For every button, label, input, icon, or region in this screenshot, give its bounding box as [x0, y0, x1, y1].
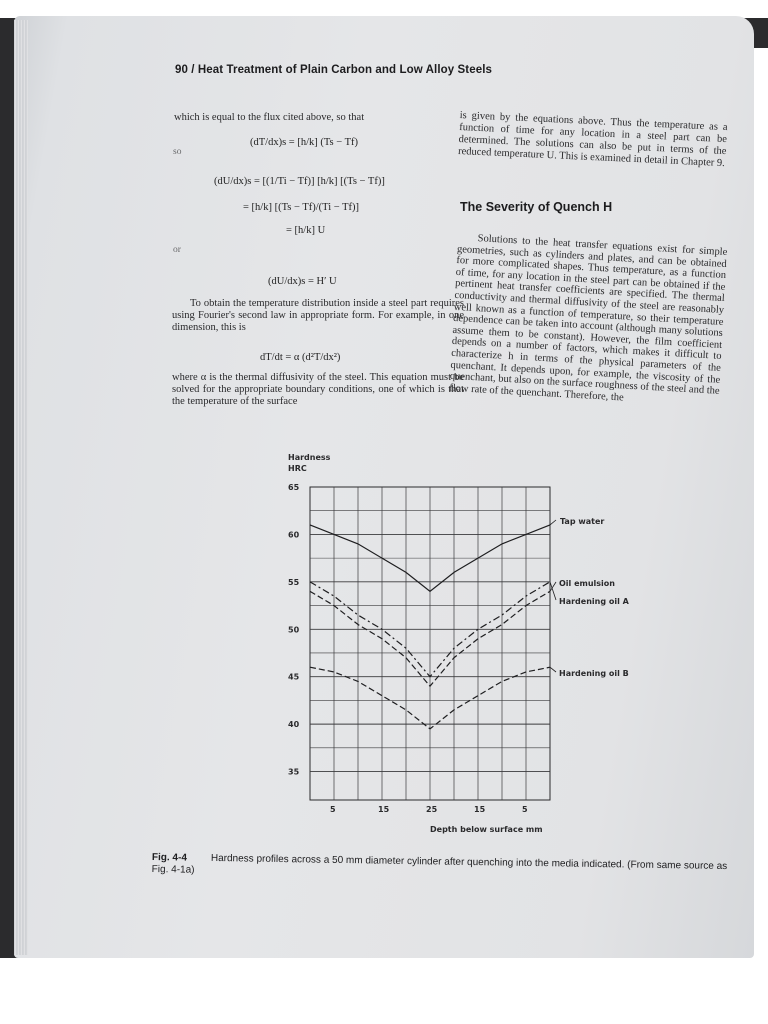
- paragraph-diffusivity: where α is the thermal diffusivity of the steel. This equation must be solved for the appropriate boundary conditions, one of which is that the temperature of the surface: [172, 372, 464, 407]
- x-axis-labels: [330, 805, 528, 814]
- paragraph-severity: Solutions to the heat transfer equations exist for simple geometries, such as cylinders and plates, and can be obtained for more complicated shapes. Thus temperature, as a function of time, for any location in the steel part can be obtained if the pertinent heat transfer coefficients are specified. The thermal conductivity and thermal diffusivity of the steel are reasonably well known as a function of temperature, so their temperature dependence can be taken into account (although many solutions assume them to be constant). However, the film coefficient depends on a number of factors, which makes it difficult to characterize h in terms of the physical parameters of the quenchant. It depends upon, for example, the viscosity of the quenchant, but also on the surface roughness of the steel and the flow rate of the quenchant. Therefore, the: [448, 233, 728, 404]
- legend-leader: [550, 520, 556, 525]
- y-tick-label: 50: [288, 625, 300, 635]
- y-tick-label: 35: [288, 767, 300, 777]
- x-tick-label: 15: [378, 805, 390, 814]
- section-title: The Severity of Quench H: [460, 200, 613, 214]
- y-tick-label: 65: [288, 483, 300, 492]
- figure-label: Fig. 4-4: [151, 852, 188, 864]
- or-label: or: [173, 245, 181, 255]
- legend-hardening-oil-b: Hardening oil B: [559, 669, 629, 678]
- legend-leader: [550, 667, 556, 672]
- equation-5: (dU/dx)s = H′ U: [268, 276, 337, 287]
- paragraph-fourier: To obtain the temperature distribution inside a steel part requires using Fourier's second law in appropriate form. For example, in one dimension, this is: [172, 298, 464, 333]
- y-axis-title-1: Hardness: [288, 453, 331, 462]
- equation-6: dT/dt = α (d²T/dx²): [260, 352, 341, 363]
- y-tick-label: 55: [288, 577, 300, 587]
- x-tick-label: 5: [330, 805, 336, 814]
- paragraph-temperature: is given by the equations above. Thus the temperature as a function of time for any location in a steel part can be determined. The solutions can also be put in terms of the reduced temperature U. This is examined in detail in Chapter 9.: [457, 110, 728, 170]
- legend-hardening-oil-a: Hardening oil A: [559, 597, 629, 606]
- running-header: 90 / Heat Treatment of Plain Carbon and Low Alloy Steels: [175, 64, 493, 76]
- y-tick-label: 60: [288, 530, 300, 540]
- chart-grid: [310, 487, 550, 800]
- legend-leader: [550, 582, 556, 600]
- intro-text: which is equal to the flux cited above, so that: [174, 112, 365, 123]
- equation-1: (dT/dx)s = [h/k] (Ts − Tf): [250, 137, 359, 148]
- x-tick-label: 15: [474, 805, 486, 814]
- x-tick-label: 5: [522, 805, 528, 814]
- legend-oil-emulsion: Oil emulsion: [559, 579, 615, 588]
- y-axis-title-2: HRC: [288, 464, 307, 473]
- equation-4: = [h/k] U: [286, 225, 326, 236]
- chart-series: [310, 520, 556, 729]
- hardness-chart: [250, 445, 650, 840]
- legend-tap-water: Tap water: [560, 517, 605, 526]
- figure-caption-text: Hardness profiles across a 50 mm diameter cylinder after quenching into the media indicated. (From same source as Fig. 4-1a): [151, 852, 728, 876]
- page-edges: [14, 20, 28, 955]
- y-tick-label: 45: [288, 672, 300, 682]
- x-axis-title: Depth below surface mm: [430, 825, 543, 834]
- equation-2: (dU/dx)s = [(1/Ti − Tf)] [h/k] [(Ts − Tf)]: [214, 176, 385, 187]
- y-axis-labels: [288, 483, 300, 777]
- equation-3: = [h/k] [(Ts − Tf)/(Ti − Tf)]: [243, 202, 359, 213]
- x-tick-label: 25: [426, 805, 438, 814]
- y-tick-label: 40: [288, 720, 300, 730]
- so-label: so: [173, 147, 182, 157]
